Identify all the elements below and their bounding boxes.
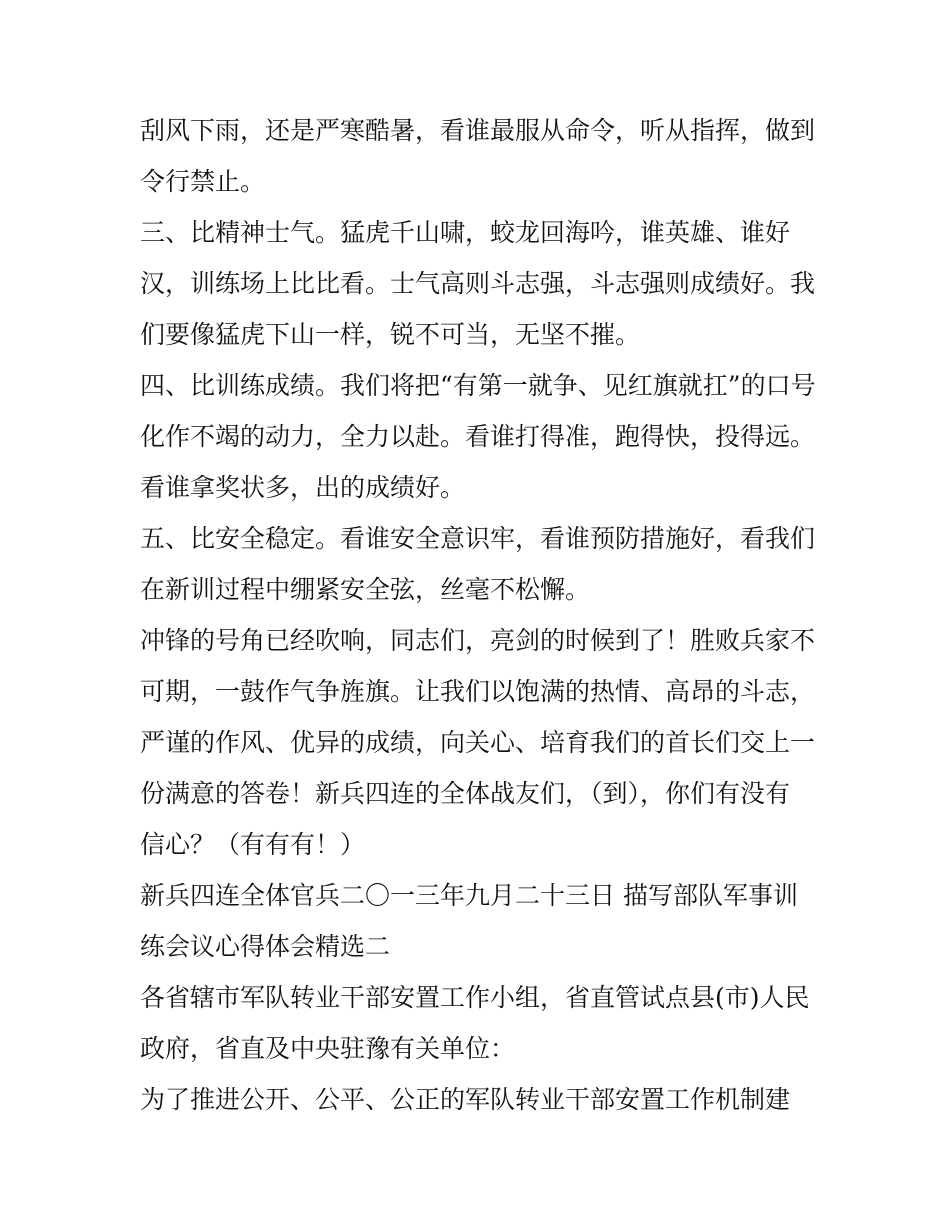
text-line-7: 化作不竭的动力，全力以赴。看谁打得准，跑得快，投得远。 [140,422,816,451]
text-line-5: 们要像猛虎下山一样，锐不可当，无坚不摧。 [140,320,641,349]
text-line-16: 新兵四连全体官兵二〇一三年九月二十三日 描写部队军事训 [140,881,798,910]
text-line-13: 严谨的作风、优异的成绩，向关心、培育我们的首长们交上一 [140,728,816,757]
text-line-4: 汉，训练场上比比看。士气高则斗志强，斗志强则成绩好。我 [140,269,816,298]
text-line-19: 政府，省直及中央驻豫有关单位： [140,1034,516,1063]
text-line-15: 信心？（有有有！） [140,830,366,859]
text-line-3: 三、比精神士气。猛虎千山啸，蛟龙回海吟，谁英雄、谁好 [140,218,791,247]
document-body [140,105,830,1125]
text-line-18: 各省辖市军队转业干部安置工作小组，省直管试点县(市)人民 [140,983,810,1012]
text-line-12: 可期，一鼓作气争旌旗。让我们以饱满的热情、高昂的斗志， [140,677,816,706]
text-line-11: 冲锋的号角已经吹响，同志们，亮剑的时候到了！胜败兵家不 [140,626,816,655]
text-line-2: 令行禁止。 [140,167,266,196]
text-line-20: 为了推进公开、公平、公正的军队转业干部安置工作机制建 [140,1085,791,1114]
text-line-8: 看谁拿奖状多，出的成绩好。 [140,473,466,502]
text-line-9: 五、比安全稳定。看谁安全意识牢，看谁预防措施好，看我们 [140,524,816,553]
text-line-6: 四、比训练成绩。我们将把“有第一就争、见红旗就扛”的口号 [140,371,816,400]
text-line-1: 刮风下雨，还是严寒酷暑，看谁最服从命令，听从指挥，做到 [140,116,816,145]
text-line-17: 练会议心得体会精选二 [140,932,391,961]
text-line-10: 在新训过程中绷紧安全弦，丝毫不松懈。 [140,575,591,604]
text-line-14: 份满意的答卷！新兵四连的全体战友们，（到），你们有没有 [140,779,791,808]
